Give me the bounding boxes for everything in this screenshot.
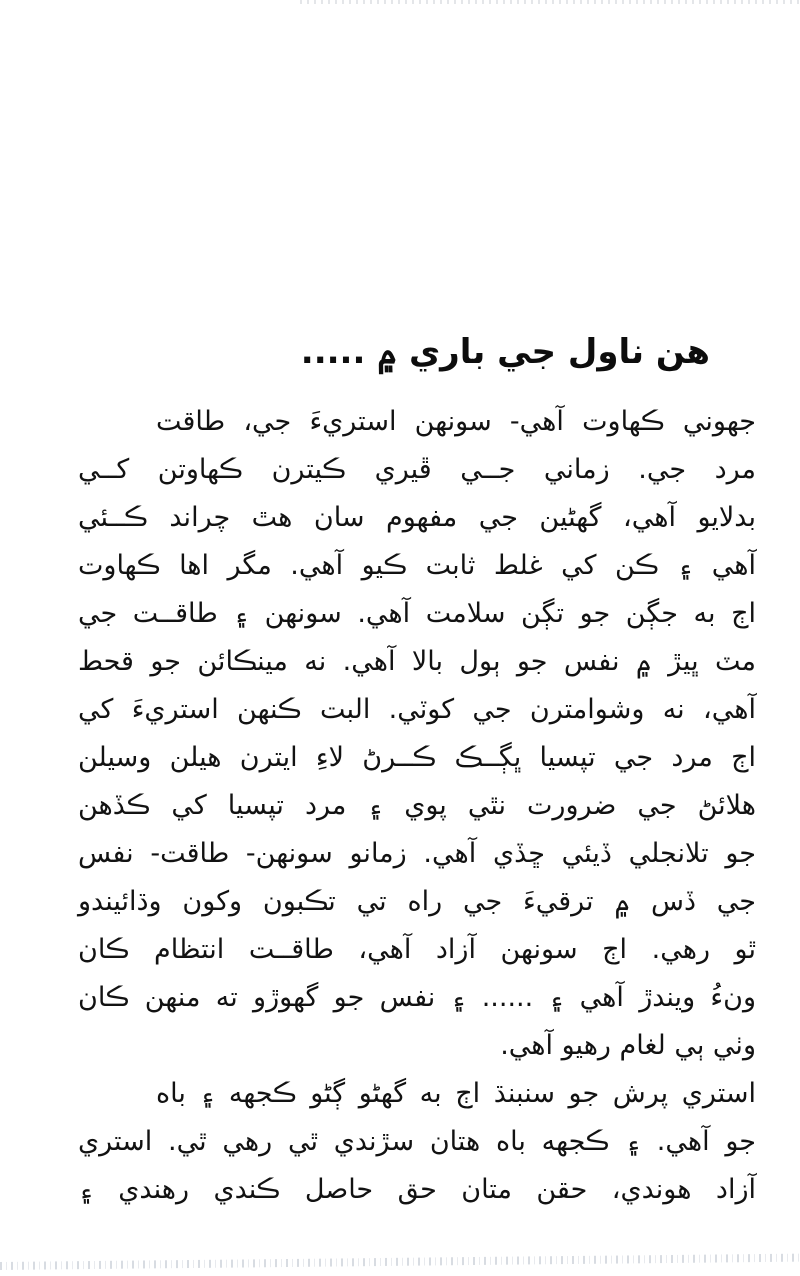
text-line: آهي، نه وشوامترن جي کوٽي. البت ڪنهن استريءَ کي: [78, 694, 756, 725]
text-line: جو تلانجلي ڏيئي ڇڏي آهي. زمانو سونهن- طاقت- نفس: [78, 838, 756, 869]
text-line: جي ڏس ۾ ترقيءَ جي راه تي تڪبون وکون وڌائيندو: [78, 886, 756, 917]
text-line: آزاد هوندي، حقن متان حق حاصل ڪندي رهندي ۽: [78, 1174, 756, 1205]
text-line: جهوني ڪهاوت آهي- سونهن استريءَ جي، طاقت: [156, 406, 756, 437]
text-line-paragraph-end: وٺي ٻي لغام رهيو آهي.: [500, 1030, 756, 1061]
text-line: هلائڻ جي ضرورت نٿي پوي ۽ مرد تپسيا کي ڪڏهن: [78, 790, 756, 821]
text-line: اڄ مرد جي تپسيا ڀڳــڪ ڪــرڻ لاءِ ايترن هيلن وسيلن: [78, 742, 756, 773]
text-line: اڄ به جڳن جو تڳن سلامت آهي. سونهن ۽ طاقــت جي: [78, 598, 756, 629]
text-line: آهي ۽ ڪن کي غلط ثابت ڪيو آهي. مگر اها ڪهاوت: [78, 550, 756, 581]
text-line: ونءُ ويندڙ آهي ۽ ...... ۽ نفس جو گهوڙو ته منهن ڪان: [78, 982, 756, 1013]
text-line: جو آهي. ۽ ڪجهه باه هتان سڙندي ٿي رهي ٿي. استري: [78, 1126, 756, 1157]
text-line: ٿو رهي. اڄ سونهن آزاد آهي، طاقــت انتظام ڪان: [78, 934, 756, 965]
text-line: بدلايو آهي، گهڻين جي مفهوم سان هٿ چراند ڪــئي: [78, 502, 756, 533]
scan-noise-top: [300, 0, 800, 4]
text-line: استري پرش جو سنبنڌ اڄ به گهڻو ڳڻو ڪجهه ۽ باه: [156, 1078, 756, 1109]
scan-noise-bottom: [0, 1254, 800, 1270]
text-line: مرد جي. زماني جــي ڦيري ڪيترن ڪهاوتن کــي: [78, 454, 756, 485]
text-line: مٽ ڀيڙ ۾ نفس جو ٻول بالا آهي. نه مينڪائن جو قحط: [78, 646, 756, 677]
page-title: هن ناول جي باري ۾ .....: [300, 332, 710, 372]
